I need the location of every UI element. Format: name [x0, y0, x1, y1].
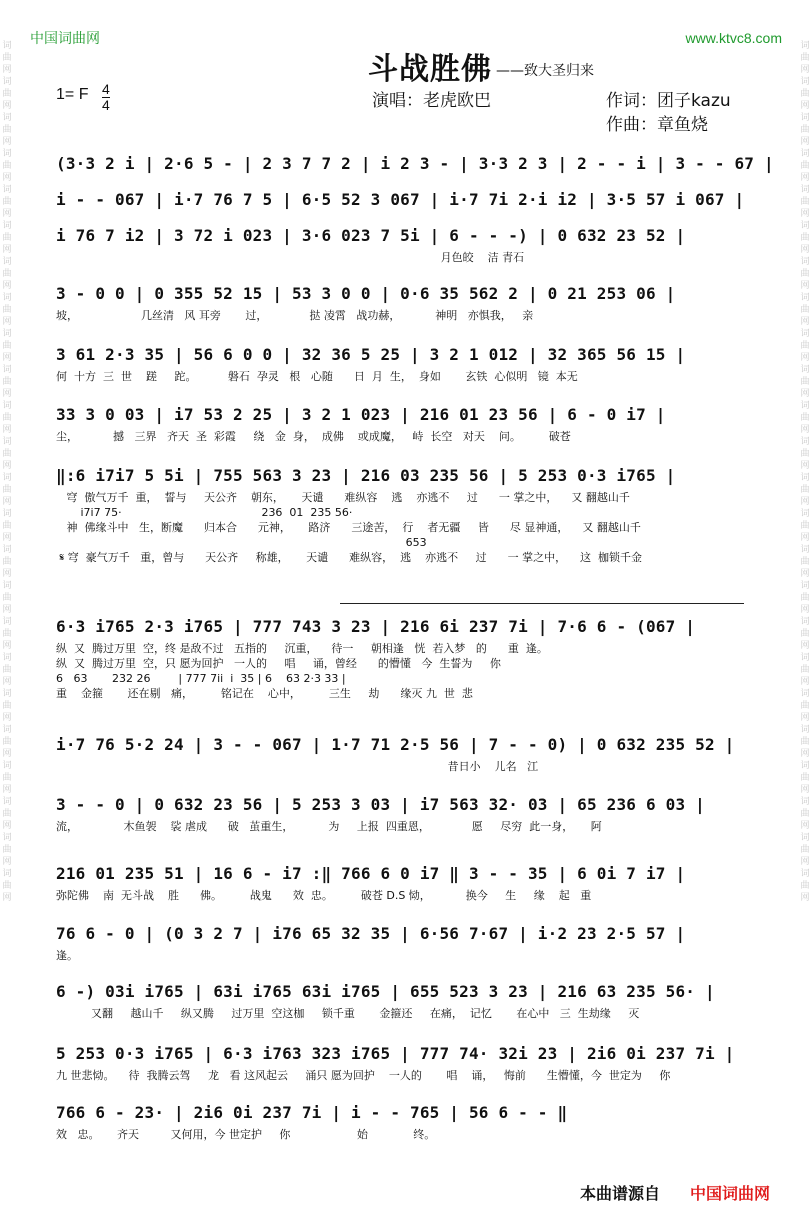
- source-label: 本曲谱源自: [580, 1184, 661, 1203]
- score-system-5: [56, 345, 746, 384]
- notation-line: 5 253 0·3 i765 | 6·3 i763 323 i765 | 777 74· 32i 23 | 2i6 0i 237 7i |: [56, 1044, 735, 1063]
- lyricist-credit: 作词：团子kazu: [606, 91, 731, 111]
- lyric-line: 九 世悲恸。 待 我腾云驾 龙 看 这风起云 涌只 愿为回护 一人的 唱 诵， 悔前 生懵懂，今 世定为 你: [56, 1069, 671, 1082]
- singer-credit: 演唱：老虎欧巴: [372, 91, 491, 111]
- site-name-left[interactable]: 中国词曲网: [30, 31, 100, 47]
- score-system-7: [56, 466, 746, 565]
- song-subtitle: ——致大圣归来: [496, 63, 594, 79]
- notation-line: ‖:6 i7i7 5 5i | 755 563 3 23 | 216 03 235 56 | 5 253 0·3 i765 |: [56, 466, 676, 485]
- score-system-12: [56, 924, 746, 963]
- lyric-line: 弥陀佛 南 无斗战 胜 佛。 战鬼 效 忠。 破苍 D.S 恸， 换今 生 缘 起 重: [56, 889, 592, 902]
- score-system-13: [56, 982, 746, 1021]
- notation-line: 76 6 - 0 | (0 3 2 7 | i76 65 32 35 | 6·56 7·67 | i·2 23 2·5 57 |: [56, 924, 686, 943]
- score-system-9: [56, 735, 746, 774]
- score-system-10: [56, 795, 746, 834]
- lyric-line: 效 忠。 齐天 又何用，今 世定护 你 始 终。: [56, 1128, 436, 1141]
- lyric-line: 月色皎 洁 青石: [56, 251, 525, 264]
- score-system-1: [56, 154, 774, 178]
- notation-line: 766 6 - 23· | 2i6 0i 237 7i | i - - 765 | 56 6 - - ‖: [56, 1103, 568, 1122]
- lyric-line: 流， 木鱼袈 裟 虐成 破 茧重生， 为 上报 四重恩， 愿 尽穷 此一身， 阿: [56, 820, 602, 833]
- side-watermark-left: 词曲网词曲网词曲网词曲网词曲网词曲网词曲网词曲网词曲网词曲网词曲网词曲网词曲网词曲网词曲网词曲网词曲网词曲网词曲网词曲网词曲网词曲网词曲网词曲网: [2, 41, 12, 903]
- notation-line: i 76 7 i2 | 3 72 i 023 | 3·6 023 7 5i | 6 - - -) | 0 632 23 52 |: [56, 226, 686, 245]
- notation-line: i·7 76 5·2 24 | 3 - - 067 | 1·7 71 2·5 56 | 7 - - 0) | 0 632 235 52 |: [56, 735, 735, 754]
- time-signature: [102, 82, 110, 113]
- lyric-line: 坡， 几丝清 风 耳旁 过， 挞 凌霄 战功赫， 神明 亦惧我， 亲: [56, 309, 534, 322]
- meter-bottom: 4: [102, 97, 110, 113]
- score-system-2: [56, 190, 746, 214]
- score-system-11: [56, 864, 746, 903]
- score-system-8: [56, 617, 746, 701]
- source-site-link[interactable]: 中国词曲网: [690, 1184, 771, 1203]
- notation-line: (3·3 2 i | 2·6 5 - | 2 3 7 7 2 | i 2 3 - | 3·3 2 3 | 2 - - i | 3 - - 67 |: [56, 154, 774, 173]
- score-system-15: [56, 1103, 746, 1142]
- score-system-6: [56, 405, 746, 444]
- score-system-3: [56, 226, 746, 265]
- song-title: 斗战胜佛: [368, 52, 492, 87]
- notation-line: 3 - - 0 | 0 632 23 56 | 5 253 3 03 | i7 563 32· 03 | 65 236 6 03 |: [56, 795, 705, 814]
- score-system-14: [56, 1044, 746, 1083]
- lyric-line: 穹 傲气万千 重， 誓与 天公齐 朝东， 天谴 难纵容 逃 亦逃不 过 一 掌之中， 又 翻越山千 i7i7 75· 236 01 235 56· 神 佛缘斗中 生，断魔 归本合 元神， 路济 三途苦， 行 者无疆 皆 尽 显神通， 又 翻越山千 653 𝄋 穹 豪气万千 重，曾与 天公齐 称雄， 天谴 难纵容， 逃 亦逃不 过 一 掌之中， 这 枷锁千金: [59, 491, 643, 564]
- notation-line: 33 3 0 03 | i7 53 2 25 | 3 2 1 023 | 216 01 23 56 | 6 - 0 i7 |: [56, 405, 666, 424]
- notation-line: i - - 067 | i·7 76 7 5 | 6·5 52 3 067 | i·7 7i 2·i i2 | 3·5 57 i 067 |: [56, 190, 745, 209]
- lyric-line: 又翻 越山千 纵又腾 过万里 空这枷 锁千重 金箍还 在痛， 记忆 在心中 三 生劫缘 灭: [56, 1007, 640, 1020]
- site-url-right[interactable]: www.ktvc8.com: [685, 30, 782, 46]
- lyric-line: 尘， 撼 三界 齐天 圣 彩霞 绕 金 身， 成佛 或成魔， 峙 长空 对天 问。 破苍: [56, 430, 571, 443]
- side-watermark-right: 词曲网词曲网词曲网词曲网词曲网词曲网词曲网词曲网词曲网词曲网词曲网词曲网词曲网词曲网词曲网词曲网词曲网词曲网词曲网词曲网词曲网词曲网词曲网词曲网: [800, 41, 810, 903]
- notation-line: 6 -) 03i i765 | 63i i765 63i i765 | 655 523 3 23 | 216 63 235 56· |: [56, 982, 715, 1001]
- notation-line: 6·3 i765 2·3 i765 | 777 743 3 23 | 216 6i 237 7i | 7·6 6 - (067 |: [56, 617, 696, 636]
- lyric-line: 逢。: [56, 949, 78, 962]
- notation-line: 216 01 235 51 | 16 6 - i7 :‖ 766 6 0 i7 ‖ 3 - - 35 | 6 0i 7 i7 |: [56, 864, 686, 883]
- key-signature: 1= F: [56, 86, 89, 103]
- composer-credit: 作曲：章鱼烧: [606, 115, 708, 135]
- ending-bracket-line: [340, 603, 744, 604]
- lyric-line: 何 十方 三 世 蹉 跎。 磐石 孕灵 根 心随 日 月 生， 身如 玄铁 心似明 镜 本无: [56, 370, 578, 383]
- score-system-4: [56, 284, 746, 323]
- notation-line: 3 - 0 0 | 0 355 52 15 | 53 3 0 0 | 0·6 35 562 2 | 0 21 253 06 |: [56, 284, 676, 303]
- meter-top: 4: [102, 81, 110, 97]
- lyric-line: 昔日小 儿名 江: [56, 760, 539, 773]
- notation-line: 3 61 2·3 35 | 56 6 0 0 | 32 36 5 25 | 3 2 1 012 | 32 365 56 15 |: [56, 345, 686, 364]
- lyric-line: 纵 又 腾过万里 空，终 是敌不过 五指的 沉重， 待一 朝相逢 恍 若入梦 的 重 逢。 纵 又 腾过万里 空，只 愿为回护 一人的 唱 诵，曾经 的懵懂 今 生誓为 你 6 63 232 26 | 777 7ii i 35 | 6 63 2·3 33 | 重 金箍 还在剔 痛， 铭记在 心中， 三生 劫 缘灭 九 世 悲: [56, 642, 548, 700]
